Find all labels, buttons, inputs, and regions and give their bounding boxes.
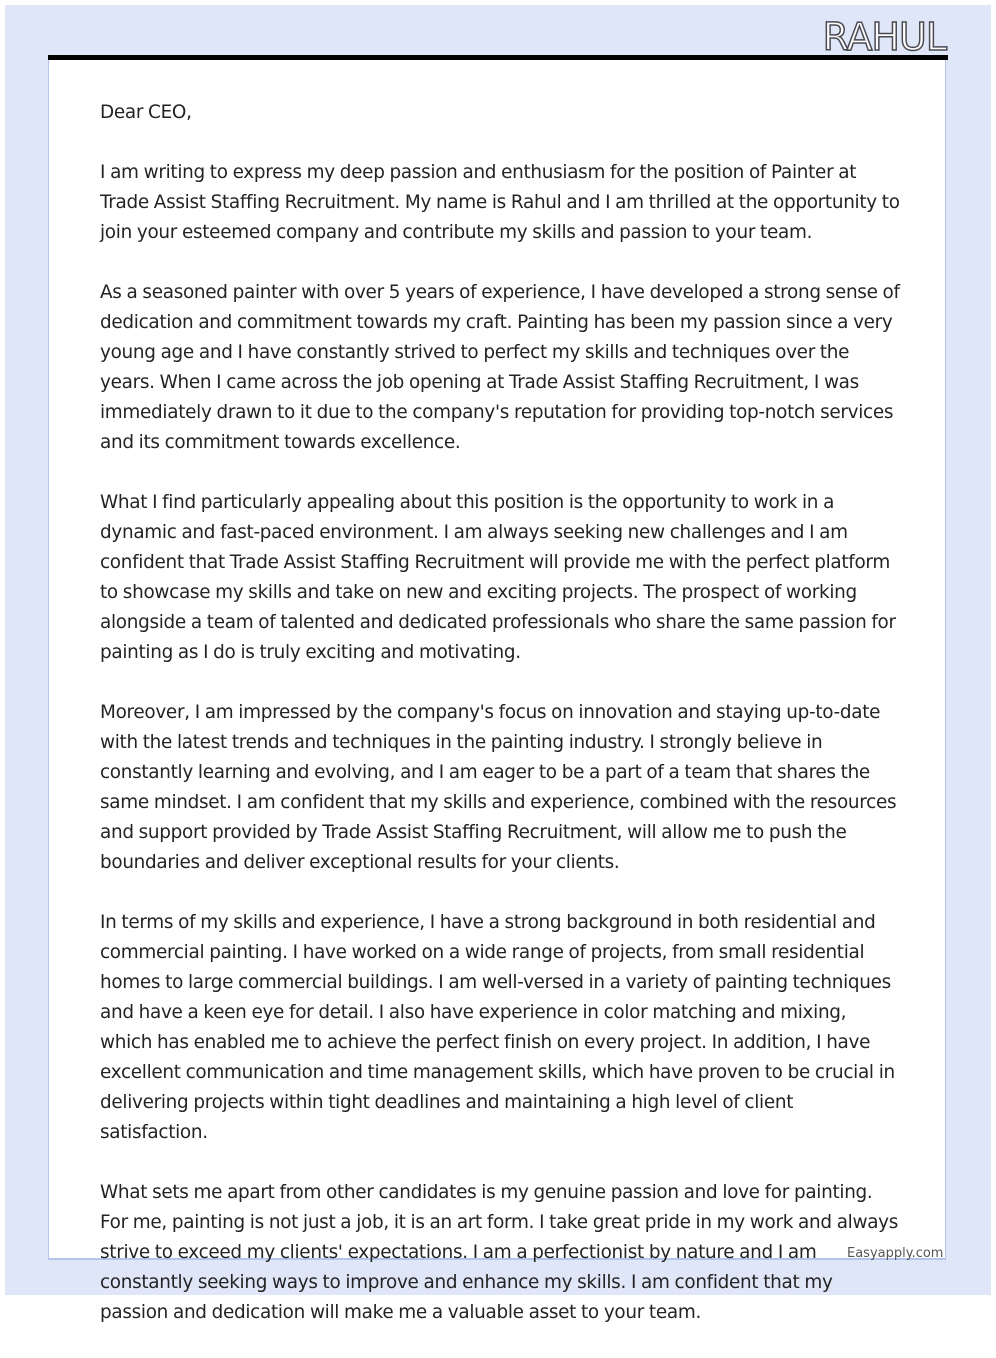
- paragraph-experience: As a seasoned painter with over 5 years of experience, I have developed a strong sense of dedication and commitment towards my craft. Painting has been my passion since a very young age and I have constantly strived to perfect my skills and techniques over the years. When I came across the job opening at Trade Assist Staffing Recruitment, I was immediately drawn to it due to the company's reputation for providing top-notch services and its commitment towards excellence.: [100, 282, 900, 453]
- paragraph-appeal: What I find particularly appealing about this position is the opportunity to work in a dynamic and fast-paced environment. I am always seeking new challenges and I am confident that Trade Assist Staffing Recruitment will provide me with the perfect platform to showcase my skills and take on new and exciting projects. The prospect of working alongside a team of talented and dedicated professionals who share the same passion for painting as I do is truly exciting and motivating.: [100, 492, 896, 663]
- paragraph-skills: In terms of my skills and experience, I have a strong background in both residential and commercial painting. I have worked on a wide range of projects, from small residential homes to large commercial buildings. I am well-versed in a variety of painting techniques and have a keen eye for detail. I also have experience in color matching and mixing, which has enabled me to achieve the perfect finish on every project. In addition, I have excellent communication and time management skills, which have proven to be crucial in delivering projects within tight deadlines and maintaining a high level of client satisfaction.: [100, 912, 895, 1143]
- paragraph-innovation: Moreover, I am impressed by the company's focus on innovation and staying up-to-date with the latest trends and techniques in the painting industry. I strongly believe in constantly learning and evolving, and I am eager to be a part of a team that shares the same mindset. I am confident that my skills and experience, combined with the resources and support provided by Trade Assist Staffing Recruitment, will allow me to push the boundaries and deliver exceptional results for your clients.: [100, 702, 897, 873]
- applicant-name: RAHUL: [822, 15, 946, 59]
- paragraph-passion: What sets me apart from other candidates is my genuine passion and love for painting. For me, painting is not just a job, it is an art form. I take great pride in my work and always strive to exceed my clients' expectations. I am a perfectionist by nature and I am constantly seeking ways to improve and enhance my skills. I am confident that my passion and dedication will make me a valuable asset to your team.: [100, 1182, 899, 1323]
- salutation: Dear CEO,: [100, 102, 192, 123]
- letter-body: [100, 98, 900, 1358]
- watermark: Easyapply.com: [847, 1246, 944, 1261]
- paragraph-intro: I am writing to express my deep passion and enthusiasm for the position of Painter at Trade Assist Staffing Recruitment. My name is Rahul and I am thrilled at the opportunity to join your esteemed company and contribute my skills and passion to your team.: [100, 162, 900, 243]
